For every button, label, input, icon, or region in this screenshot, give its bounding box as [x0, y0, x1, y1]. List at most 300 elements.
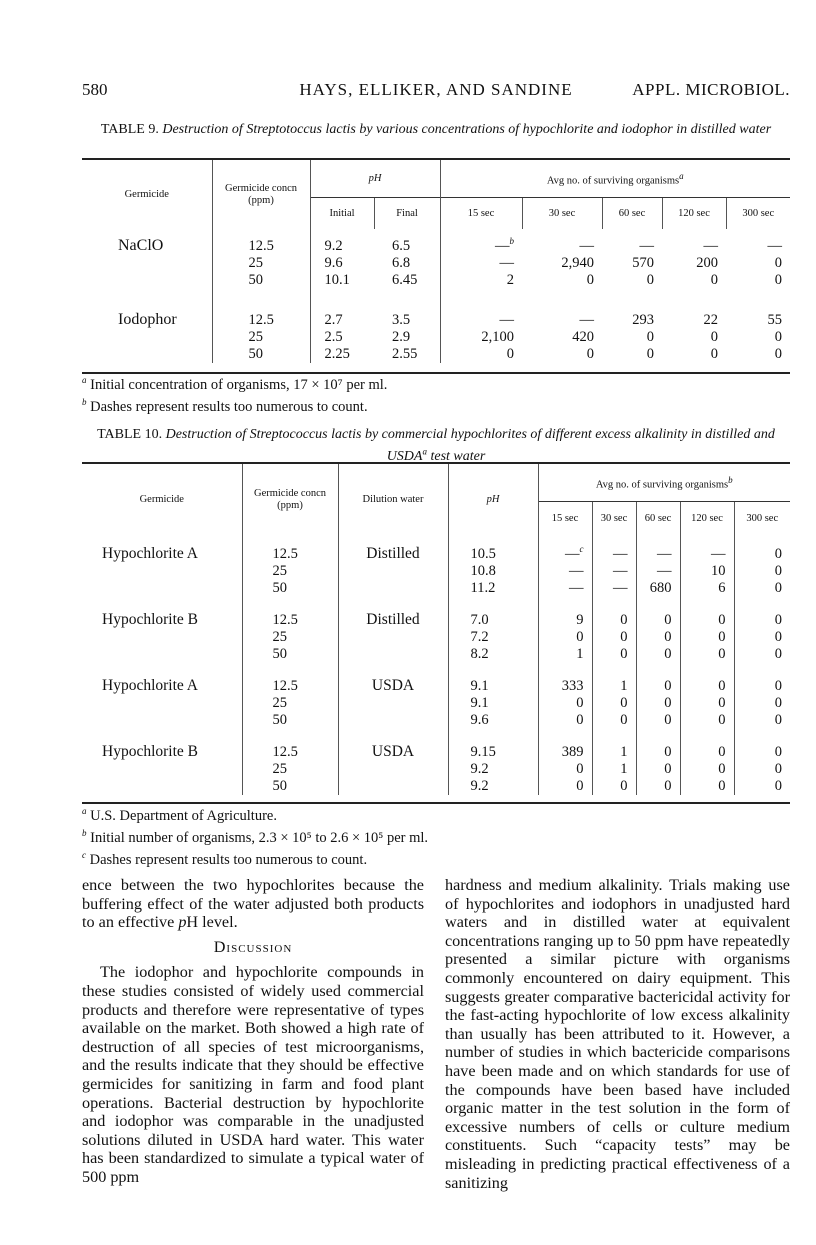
t10-value-cell: [636, 695, 680, 712]
t9-value-cell: [522, 346, 602, 363]
t10-value-note-mark: c: [579, 544, 584, 555]
t10-value-cell: [680, 646, 734, 663]
t10-value-cell: [538, 695, 592, 712]
t10-value: 0: [620, 778, 628, 794]
t9-concn-cell: 25: [212, 329, 310, 346]
t10-germicide-cell: [82, 563, 242, 580]
t9-value: 570: [632, 255, 654, 271]
t10-water-cell: [338, 646, 448, 663]
t10-value: 0: [576, 778, 584, 794]
t10-water-cell: [338, 761, 448, 778]
t10-value: 0: [664, 629, 672, 645]
t9-value-cell: [602, 272, 662, 289]
table9-caption-text: Destruction of Streptotoccus lactis by various concentrations of hypochlorite and iodophor in distilled water: [162, 122, 772, 137]
continuation-paragraph: [82, 876, 424, 932]
t10-value: 0: [774, 646, 782, 662]
table-row: [82, 229, 790, 255]
t9-value: 2: [506, 272, 514, 288]
t10-value: 0: [774, 629, 782, 645]
t10-value-cell: [680, 695, 734, 712]
t10-value: 0: [620, 695, 628, 711]
t9-value-cell: [726, 346, 790, 363]
t10-head-surviving: [538, 463, 790, 501]
t9-footnote: [82, 372, 387, 394]
t10-value-cell: [636, 646, 680, 663]
t9-final-cell: 6.8: [392, 255, 411, 271]
table-row: [82, 629, 790, 646]
t9-value-note-mark: b: [509, 236, 514, 247]
t10-footnotes: [82, 803, 428, 868]
t10-concn-cell: 25: [242, 695, 338, 712]
t10-value-cell: [680, 778, 734, 795]
t10-water-cell: USDA: [338, 663, 448, 695]
t10-footnote-text: Dashes represent results too numerous to count.: [89, 851, 368, 868]
t10-concn-cell: 25: [242, 563, 338, 580]
t9-concn-cell: 12.5: [212, 229, 310, 255]
t10-footnote: [82, 847, 428, 869]
t10-value: 0: [774, 778, 782, 794]
page-number: 580: [82, 80, 108, 99]
t9-value: —: [495, 238, 510, 254]
t10-value: 0: [774, 580, 782, 596]
t10-value: 0: [664, 744, 672, 760]
t10-value-cell: [636, 729, 680, 761]
t9-final-cell: 2.55: [392, 346, 418, 362]
t9-value: 0: [586, 272, 594, 288]
t10-value: 9: [576, 612, 584, 628]
t10-value-cell: [636, 761, 680, 778]
t9-value: 2,100: [481, 329, 514, 345]
t10-ph-cell: 8.2: [448, 646, 538, 663]
t9-head-time: 60 sec: [602, 197, 662, 229]
t9-footnote-text: Initial concentration of organisms, 17 × 10⁷ per ml.: [90, 376, 388, 393]
t10-germicide-cell: Hypochlorite A: [102, 677, 198, 694]
table-row: [82, 346, 790, 363]
t9-footnote-mark: [82, 375, 87, 385]
table9: [82, 158, 790, 374]
t10-value: —: [613, 546, 628, 562]
t10-value-cell: [538, 761, 592, 778]
t10-footnote-text: Initial number of organisms, 2.3 × 10⁵ to 2.6 × 10⁵ per ml.: [90, 829, 429, 846]
t9-value-cell: [440, 346, 522, 363]
t9-footnote-mark-letter: a: [82, 375, 87, 385]
t9-head-ph: [310, 159, 440, 197]
t10-value-cell: [636, 563, 680, 580]
t9-value-cell: [522, 329, 602, 346]
t9-value: 200: [696, 255, 718, 271]
t10-ph-cell: 9.1: [448, 695, 538, 712]
t10-value: 0: [664, 778, 672, 794]
t10-value: 0: [774, 761, 782, 777]
t10-value-cell: [636, 597, 680, 629]
t9-head-concn: Germicide concn (ppm): [212, 159, 310, 229]
t10-head-ph-text: pH: [486, 494, 500, 505]
t10-head-surviving-text: Avg no. of surviving organisms: [595, 479, 729, 490]
t9-value: 293: [632, 312, 654, 328]
t10-body: [82, 535, 790, 803]
table-row: [82, 663, 790, 695]
t10-water-cell: [338, 695, 448, 712]
t9-value-cell: [602, 229, 662, 255]
t9-value-cell: [726, 289, 790, 329]
t9-value: —: [579, 238, 594, 254]
t10-ph-cell: 9.2: [448, 778, 538, 795]
t9-value: —: [499, 312, 514, 328]
t9-head-ph-text: pH: [368, 172, 382, 184]
t10-value: 0: [774, 695, 782, 711]
t10-concn-cell: 12.5: [242, 729, 338, 761]
t10-value: 0: [576, 761, 584, 777]
t10-value-cell: [680, 535, 734, 563]
t10-water-cell: Distilled: [338, 597, 448, 629]
t9-value: 0: [774, 329, 782, 345]
t9-value-cell: [662, 346, 726, 363]
table-row: [82, 535, 790, 563]
t10-bottom-spacer: [82, 795, 790, 803]
t10-value-cell: [636, 712, 680, 729]
t10-value: 680: [649, 580, 672, 596]
t10-value: 389: [561, 744, 584, 760]
t10-concn-cell: 50: [242, 580, 338, 597]
t9-value: —: [579, 312, 594, 328]
t10-value: 0: [718, 612, 726, 628]
t9-value: —: [703, 238, 718, 254]
t10-germicide-cell: [82, 778, 242, 795]
t10-value-cell: [680, 563, 734, 580]
t10-value-cell: [680, 663, 734, 695]
t9-germicide-cell: [82, 255, 212, 272]
t9-value: 0: [774, 272, 782, 288]
t10-value: 0: [774, 612, 782, 628]
t10-head-surviving-note: b: [728, 474, 733, 485]
t10-value: 0: [664, 695, 672, 711]
t10-value: 1: [576, 646, 584, 662]
t10-footnote: [82, 803, 428, 825]
t10-value-note: [580, 544, 584, 554]
table10: [82, 462, 790, 804]
t10-value-cell: [636, 580, 680, 597]
t10-concn-cell: 50: [242, 778, 338, 795]
t10-value-cell: [538, 535, 592, 563]
t10-value-cell: [636, 663, 680, 695]
t9-final-cell: 2.9: [392, 329, 411, 345]
t10-value-cell: [734, 646, 790, 663]
t9-value-cell: [662, 329, 726, 346]
continuation-text: ence between the two hypochlorites because the buffering effect of the water adjusted both products to an effective: [82, 876, 424, 932]
t9-head-final: Final: [374, 197, 440, 229]
t10-head-concn: Germicide concn (ppm): [242, 463, 338, 535]
t10-germicide-cell: Hypochlorite B: [102, 743, 198, 760]
t10-ph-cell: 10.5: [448, 535, 538, 563]
t9-value: 22: [703, 312, 718, 328]
table-row: [82, 712, 790, 729]
t9-value: —: [499, 255, 514, 271]
t10-value-cell: [592, 695, 636, 712]
discussion-paragraph: The iodophor and hypochlorite compounds in these studies consisted of widely used commercial products and therefore were representative of types available on the market. Both showed a high rate of destruction of all species of test microorganisms, and the results indicate that they should be effective germicides for sanitizing in farm and food plant operations. Bacterial destruction by hypochlorite and iodophor was comparable in the unadjusted solutions diluted in USDA hard water. This water has been standardized to simulate a typical water of 500 ppm: [82, 963, 424, 1186]
t9-head-time: 30 sec: [522, 197, 602, 229]
t10-value: 6: [718, 580, 726, 596]
t10-value-cell: [680, 712, 734, 729]
t10-footnote-mark-letter: a: [82, 806, 87, 816]
t10-value-cell: [680, 597, 734, 629]
t9-head-germicide: Germicide: [124, 189, 169, 200]
t10-ph-cell: 7.2: [448, 629, 538, 646]
t10-value: 0: [576, 712, 584, 728]
t10-value: 1: [620, 761, 628, 777]
t10-water-cell: [338, 580, 448, 597]
t10-value: 0: [774, 712, 782, 728]
t9-value-cell: [440, 255, 522, 272]
t9-germicide-cell: [82, 272, 212, 289]
table9-caption: [82, 121, 790, 138]
t9-value: 0: [774, 346, 782, 362]
table-row: [82, 597, 790, 629]
t10-value-cell: [680, 729, 734, 761]
t9-germicide-cell: [82, 346, 212, 363]
t10-ph-cell: 9.15: [448, 729, 538, 761]
t10-value: 0: [664, 646, 672, 662]
t9-concn-cell: 50: [212, 272, 310, 289]
t10-footnote-mark-letter: b: [82, 827, 87, 838]
continuation-text: H level.: [186, 913, 238, 932]
t10-value: 0: [718, 778, 726, 794]
t10-germicide-cell: Hypochlorite B: [102, 611, 198, 628]
t9-head-surviving-text: Avg no. of surviving organisms: [546, 175, 680, 186]
t9-value-cell: [522, 255, 602, 272]
t10-water-cell: Distilled: [338, 535, 448, 563]
t9-value: 2,940: [561, 255, 594, 271]
t10-value-cell: [538, 597, 592, 629]
t10-value-cell: [538, 646, 592, 663]
t10-value: —: [569, 580, 584, 596]
t10-value-cell: [680, 761, 734, 778]
t10-head-ph: [448, 463, 538, 535]
t9-value-cell: [440, 272, 522, 289]
t9-value-cell: [440, 289, 522, 329]
t10-value: 333: [561, 678, 584, 694]
t10-value-cell: [538, 629, 592, 646]
t9-head-time: 120 sec: [662, 197, 726, 229]
t10-concn-cell: 12.5: [242, 535, 338, 563]
t10-value: —: [613, 580, 628, 596]
table10-caption-text: Destruction of Streptococcus lactis by commercial hypochlorites of different excess alkalinity in distilled and USDA$^a$ test water: [165, 427, 775, 464]
section-heading: Discussion: [213, 937, 293, 956]
t10-ph-cell: 9.1: [448, 663, 538, 695]
t9-value-cell: [440, 329, 522, 346]
t10-value: 0: [718, 678, 726, 694]
t10-value-cell: [592, 580, 636, 597]
t10-concn-cell: 12.5: [242, 597, 338, 629]
ph-term: p: [178, 913, 187, 932]
t10-value: 0: [718, 695, 726, 711]
t10-value: —: [657, 546, 672, 562]
table9-label: TABLE 9.: [100, 122, 159, 137]
t10-value-cell: [538, 729, 592, 761]
t10-value-cell: [734, 597, 790, 629]
journal-name: APPL. MICROBIOL.: [632, 80, 790, 99]
t9-initial-cell: 10.1: [310, 272, 374, 289]
t10-value-cell: [592, 629, 636, 646]
table-row: [82, 329, 790, 346]
t10-value-cell: [592, 563, 636, 580]
t10-value: 0: [718, 712, 726, 728]
t10-concn-cell: 25: [242, 761, 338, 778]
t9-concn-cell: 12.5: [212, 289, 310, 329]
t10-water-cell: [338, 712, 448, 729]
t9-initial-cell: 2.25: [310, 346, 374, 363]
t9-value-cell: [602, 255, 662, 272]
t10-ph-cell: 11.2: [448, 580, 538, 597]
t10-ph-cell: 10.8: [448, 563, 538, 580]
t9-value: 0: [586, 346, 594, 362]
t10-concn-cell: 25: [242, 629, 338, 646]
t10-value: 1: [620, 678, 628, 694]
t10-germicide-cell: [82, 646, 242, 663]
t10-value: 0: [620, 629, 628, 645]
left-column: [82, 876, 424, 1187]
t10-value: —: [565, 546, 580, 562]
t10-head-time: 15 sec: [538, 501, 592, 535]
t10-value-cell: [734, 663, 790, 695]
t10-value: 0: [620, 612, 628, 628]
t10-value-cell: [538, 663, 592, 695]
t10-concn-cell: 50: [242, 712, 338, 729]
t10-value-cell: [636, 629, 680, 646]
t10-value: 0: [718, 629, 726, 645]
t10-footnote: [82, 825, 428, 847]
t10-value-cell: [538, 712, 592, 729]
t10-value-cell: [538, 563, 592, 580]
t10-ph-cell: 9.2: [448, 761, 538, 778]
t10-caption-note: a: [422, 446, 427, 456]
table-row: [82, 289, 790, 329]
t10-value-cell: [734, 695, 790, 712]
t10-head-time: 300 sec: [734, 501, 790, 535]
table-row: [82, 563, 790, 580]
t9-value-cell: [662, 255, 726, 272]
table-row: [82, 761, 790, 778]
t10-value: —: [613, 563, 628, 579]
t10-concn-cell: 12.5: [242, 663, 338, 695]
t10-germicide-cell: [82, 695, 242, 712]
t10-value-cell: [592, 597, 636, 629]
table-row: [82, 255, 790, 272]
t10-value-cell: [538, 580, 592, 597]
table10-caption: [82, 426, 790, 465]
t10-value-cell: [636, 535, 680, 563]
t9-value-cell: [522, 272, 602, 289]
t10-footnote-text: U.S. Department of Agriculture.: [90, 807, 277, 824]
t10-value: 0: [774, 546, 782, 562]
t9-value-cell: [726, 255, 790, 272]
t9-head-surviving-note: a: [679, 170, 684, 181]
t9-germicide-cell: Iodophor: [118, 311, 177, 328]
t10-value-cell: [734, 535, 790, 563]
t10-value: 0: [774, 563, 782, 579]
t10-value-cell: [592, 646, 636, 663]
t10-water-cell: [338, 629, 448, 646]
t10-value-cell: [734, 563, 790, 580]
t10-water-cell: USDA: [338, 729, 448, 761]
t10-germicide-cell: [82, 712, 242, 729]
t10-value: —: [657, 563, 672, 579]
t9-final-cell: 6.45: [392, 272, 418, 288]
t10-value: 0: [718, 744, 726, 760]
t9-head-time: 15 sec: [440, 197, 522, 229]
t9-footnote: [82, 394, 387, 416]
right-column: [445, 876, 790, 1192]
t10-value-cell: [734, 580, 790, 597]
t10-head-germicide: Germicide: [139, 494, 184, 505]
t9-germicide-cell: NaClO: [118, 237, 164, 254]
t10-ph-cell: 7.0: [448, 597, 538, 629]
t9-value-cell: [602, 289, 662, 329]
t9-value: 0: [710, 346, 718, 362]
t10-value-cell: [680, 580, 734, 597]
table-row: [82, 778, 790, 795]
t10-head-time: 60 sec: [636, 501, 680, 535]
t10-concn-cell: 50: [242, 646, 338, 663]
t10-value: 1: [620, 744, 628, 760]
t10-value-cell: [592, 535, 636, 563]
t10-germicide-cell: [82, 580, 242, 597]
t10-value-cell: [538, 778, 592, 795]
t9-final-cell: 6.5: [392, 238, 411, 254]
t9-body: [82, 229, 790, 373]
t9-value-cell: [440, 229, 522, 255]
table-row: [82, 695, 790, 712]
t10-value: 0: [620, 646, 628, 662]
t10-value-cell: [734, 712, 790, 729]
t9-value-cell: [662, 289, 726, 329]
t10-value: —: [711, 546, 726, 562]
t10-value: 0: [576, 629, 584, 645]
t10-footnote-mark: [82, 850, 86, 860]
t10-footnote-mark-letter: c: [82, 849, 86, 860]
t10-value: —: [569, 563, 584, 579]
t9-value: 0: [710, 272, 718, 288]
t10-value-cell: [592, 778, 636, 795]
t10-value-cell: [592, 729, 636, 761]
t10-value: 0: [576, 695, 584, 711]
t9-value: 0: [646, 346, 654, 362]
table-row: [82, 729, 790, 761]
t9-value: —: [767, 238, 782, 254]
t10-head-time: 120 sec: [680, 501, 734, 535]
table10-label: TABLE 10.: [97, 427, 163, 442]
t10-germicide-cell: [82, 761, 242, 778]
t10-value-cell: [592, 663, 636, 695]
t9-germicide-cell: [82, 329, 212, 346]
t9-value-cell: [522, 289, 602, 329]
t9-footnote-text: Dashes represent results too numerous to count.: [90, 398, 368, 415]
t10-value: 0: [664, 712, 672, 728]
t10-value-cell: [734, 778, 790, 795]
t9-value-cell: [662, 229, 726, 255]
t9-head-surviving: [440, 159, 790, 197]
t9-concn-cell: 50: [212, 346, 310, 363]
t10-germicide-cell: Hypochlorite A: [102, 545, 198, 562]
t9-value-cell: [726, 272, 790, 289]
t10-value-cell: [636, 778, 680, 795]
t10-water-cell: [338, 778, 448, 795]
t10-value: 0: [718, 646, 726, 662]
t9-value-cell: [726, 329, 790, 346]
t9-initial-cell: 9.6: [310, 255, 374, 272]
t10-value: 0: [664, 678, 672, 694]
t10-value-cell: [680, 629, 734, 646]
t10-value: 10: [711, 563, 726, 579]
